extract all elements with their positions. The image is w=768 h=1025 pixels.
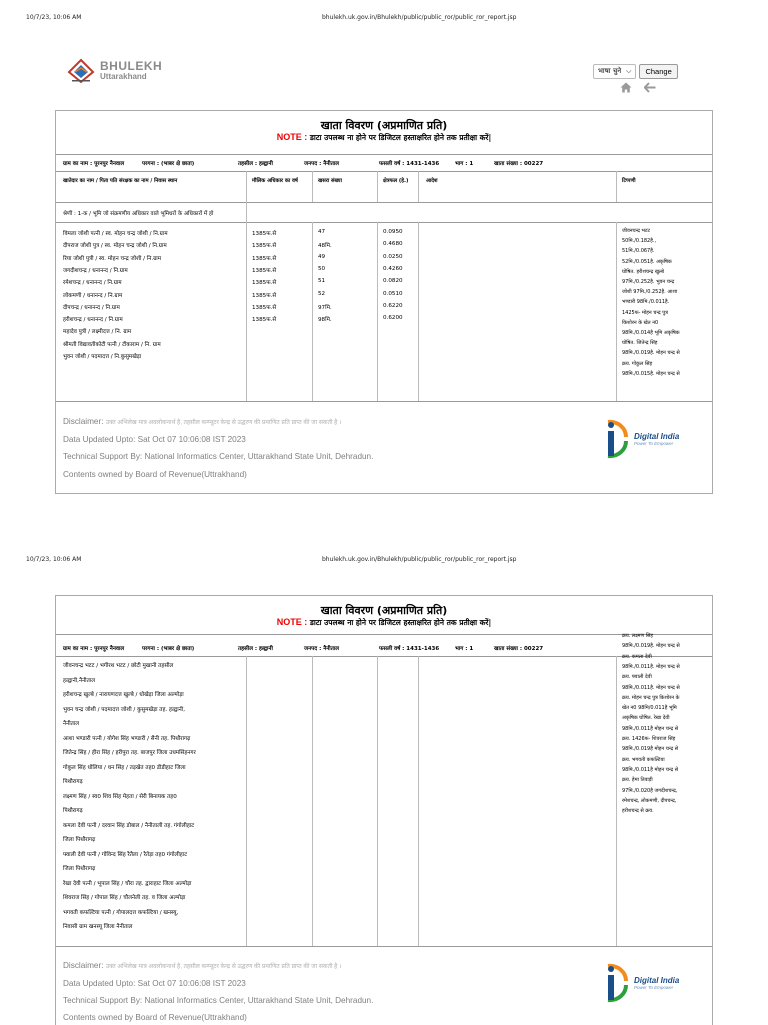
parcel-khasra: 51	[318, 278, 326, 285]
remark-line: रमेशचन्द्र, लोकमणी, दीपचन्द्र,	[622, 797, 677, 804]
technical-support-value-page2: National Informatics Center, Uttarakhand State Unit, Dehradun.	[144, 996, 374, 1005]
remark-line: जीवनचन्द्र भटट	[622, 228, 651, 234]
disclaimer-label-page2: Disclaimer:	[63, 961, 104, 970]
owner-row: लक्ष्मण सिंह / स्व0 शिव सिंह मेहता / सेरी बिनायक तह0	[63, 793, 177, 800]
col-khasra: खसरा संख्या	[318, 178, 342, 184]
parcel-year: 1385फ.से	[252, 304, 277, 311]
remark-line: क्रय. मोहन चन्द्र पुत्र किशोरन के	[622, 694, 680, 701]
owner-row: जीवनचन्द्र भटट / भगीरथ भटट / छोटी मुखानी तहसील	[63, 663, 174, 669]
parcel-year: 1385फ.से	[252, 280, 277, 287]
home-icon[interactable]	[620, 82, 632, 93]
owner-row: गोकुल सिंह धोलिया / धन सिंह / तड़खेत तह0 डीडीहाट जिला	[63, 764, 186, 771]
meta-pargana-page2: परगना : (भाबर क्षे छाता)	[142, 646, 195, 652]
owner-row: लोकमणी / धनानन्द / नि.ग्राम	[63, 292, 123, 299]
digital-india-tagline-page2: Power To Empower	[634, 985, 674, 990]
digital-india-logo-page2	[604, 963, 679, 1003]
remark-line: 98मि./0.014है भूमि अकृषिक	[622, 330, 680, 336]
data-updated-value-page2: Sat Oct 07 10:06:08 IST 2023	[137, 979, 246, 988]
owner-row: निवासी ग्राम खनस्यू जिला नैनीताल	[63, 924, 133, 930]
chevron-down-icon: ⌵	[626, 67, 632, 75]
remark-line: घोषित. हरीशचन्द्र खुल्बे	[622, 268, 665, 275]
owner-row: हरीशचन्द्र खुल्बे / नारायणदत्त खुल्बे / धोखेड़ा जिला अल्मोड़ा	[63, 692, 184, 698]
disclaimer-page2	[63, 961, 341, 970]
nav-icons	[620, 82, 656, 93]
parcel-year: 1385फ.से	[252, 243, 277, 250]
language-select[interactable]	[593, 64, 636, 79]
note-label-page2: NOTE :	[276, 617, 308, 627]
parcel-year: 1385फ.से	[252, 267, 277, 274]
digital-india-logo	[604, 419, 679, 459]
parcel-khasra: 48मि.	[318, 243, 332, 250]
remark-line: क्रय. लक्ष्मण सिंह	[622, 633, 654, 639]
technical-support	[63, 452, 373, 461]
remark-line: 98मि./0.011है मोहन चन्द्र से	[622, 725, 679, 732]
parcel-area: 0.6200	[383, 315, 403, 322]
remark-line: खेत न0 98मि/0.011है भूमि	[622, 705, 677, 712]
parcel-khasra: 49	[318, 253, 326, 260]
note-text-page2: डाटा उपलब्ध ना होने पर डिजिटल हस्ताक्षरित होने तक प्रतीक्षा करें|	[309, 618, 492, 627]
note-text: डाटा उपलब्ध ना होने पर डिजिटल हस्ताक्षरित होने तक प्रतीक्षा करें|	[309, 133, 492, 142]
browser-datetime: 10/7/23, 10:06 AM	[26, 14, 82, 21]
disclaimer	[63, 417, 341, 426]
owner-row: भुवन जोशी / पदमादत्त / नि.कुसुमखेड़ा	[63, 354, 142, 360]
report-title-page2: खाता विवरण (अप्रमाणित प्रति)	[320, 604, 448, 617]
remark-line: क्रय. गोकुल सिंह	[622, 360, 653, 367]
meta-khata: खाता संख्या : 00227	[494, 161, 544, 167]
content-owner-page2: Contents owned by Board of Revenue(Uttrakhand)	[63, 1013, 247, 1022]
remark-line: क्रय. फ्वाली देवी	[622, 674, 652, 681]
remark-line: 1425फ- मोहन चन्द्र पुत्र	[622, 309, 668, 316]
meta-fasli-page2: फसली वर्ष : 1431-1436	[379, 646, 440, 652]
remark-line: क्रय. भगवती कफल्टिया	[622, 756, 665, 763]
parcel-khasra: 98मि.	[318, 317, 332, 324]
data-updated-label-page2: Data Updated Upto:	[63, 979, 136, 988]
report-panel-page2	[55, 595, 713, 1025]
owner-row: रमेशचन्द्र / धनानन्द / नि.ग्राम	[63, 280, 122, 287]
digital-india-tagline: Power To Empower	[634, 441, 674, 446]
parcel-area: 0.4260	[383, 265, 403, 272]
parcel-area: 0.0510	[383, 290, 403, 297]
parcel-area: 0.0820	[383, 278, 403, 285]
meta-fasli: फसली वर्ष : 1431-1436	[379, 161, 440, 167]
disclaimer-label: Disclaimer:	[63, 417, 104, 426]
remark-line: 98मि./0.011है मोहन चन्द्र से	[622, 766, 679, 773]
content-owner: Contents owned by Board of Revenue(Uttrakhand)	[63, 470, 247, 479]
data-updated-value: Sat Oct 07 10:06:08 IST 2023	[137, 435, 246, 444]
digital-india-title-page2: Digital India	[634, 976, 680, 985]
parcel-area: 0.4680	[383, 241, 403, 248]
col-area: क्षेत्रफल (हे.)	[383, 178, 409, 184]
owner-row: श्रीमती विद्यावतीकोटी पत्नी / टीकाराम / नि. ग्राम	[63, 341, 161, 348]
logo-subtitle: Uttarakhand	[100, 72, 147, 81]
parcel-area: 0.6220	[383, 302, 403, 309]
meta-part-page2: भाग : 1	[455, 646, 474, 652]
owner-row: विमला जोशी पत्नी / स्व. मोहन चन्द्र जोशी / नि.ग्राम	[63, 231, 168, 237]
meta-part: भाग : 1	[455, 161, 474, 167]
browser-datetime-page2: 10/7/23, 10:06 AM	[26, 556, 82, 563]
remark-line: क्रय. कमला देवी	[622, 653, 652, 660]
parcel-year: 1385फ.से	[252, 292, 277, 299]
remark-line: 50मि./0.182है.,	[622, 238, 657, 245]
parcel-khasra: 52	[318, 290, 326, 297]
note-label: NOTE :	[276, 132, 308, 142]
parcel-khasra: 47	[318, 229, 326, 235]
remark-line: क्रय. हेमा तिवाड़ी	[622, 777, 653, 784]
owner-row: जिला पिथौरागढ़	[63, 837, 96, 843]
data-updated-label: Data Updated Upto:	[63, 435, 136, 444]
parcel-khasra: 97मि.	[318, 304, 332, 311]
digital-india-icon	[604, 963, 630, 1003]
report-note	[56, 132, 712, 143]
remark-line: 98मि./0.019है. मोहन चन्द्र से	[622, 643, 680, 650]
remark-line: हरीशचन्द्र से क्रय.	[622, 808, 654, 815]
owner-row: जगदीशचन्द्र / धनानन्द / नि.ग्राम	[63, 267, 128, 274]
owner-row: दीपचन्द्र / धनानन्द / नि.ग्राम	[63, 304, 120, 311]
disclaimer-text-page2: उक्त अभिलेख मात्र अवलोकनार्थ है, तहसील कम्प्यूटर केन्द्र से उद्धरण की प्रमाणित प्रति प्राप्त की जा सकती है ।	[105, 964, 342, 970]
remark-line: 98मि./0.011है. मोहन चन्द्र से	[622, 663, 680, 670]
remark-line: 51मि./0.067है.	[622, 248, 655, 255]
parcel-khasra: 50	[318, 265, 326, 272]
uttarakhand-emblem-icon	[66, 58, 96, 84]
technical-support-value: National Informatics Center, Uttarakhand State Unit, Dehradun.	[144, 452, 374, 461]
owner-row: शिवराज सिंह / गोपाल सिंह / चौलनेली तह. व जिला अल्मोड़ा	[63, 895, 186, 901]
parcel-year: 1385फ.से	[252, 231, 277, 237]
remark-line: 98मि./0.011है. मोहन चन्द्र से	[622, 684, 680, 691]
owner-row: हरीशचन्द्र / धनानन्द / नि.ग्राम	[63, 317, 123, 324]
owner-row: भुवन चन्द्र जोशी / पदमादत्त जोशी / कुसुमखेड़ा तह. हल्द्वानी,	[63, 706, 185, 713]
parcel-area: 0.0950	[383, 229, 403, 235]
remark-line: अकृषिक घोषित. रेखा देवी	[622, 715, 670, 722]
col-year: मौलिक अधिकार का वर्ष	[252, 178, 298, 184]
digital-india-icon	[604, 419, 630, 459]
col-order: आदेश	[426, 178, 438, 184]
meta-tehsil: तहसील : हल्द्वानी	[238, 161, 273, 167]
remark-line: 98मि./0.015है. मोहन चन्द्र से	[622, 370, 680, 377]
meta-tehsil-page2: तहसील : हल्द्वानी	[238, 646, 273, 652]
owner-row: पिथौरागढ़	[63, 808, 83, 814]
owner-row: नैनीताल	[63, 721, 80, 727]
digital-india-title: Digital India	[634, 432, 680, 441]
meta-district: जनपद : नैनीताल	[304, 161, 340, 167]
owner-row: कमला देवी पत्नी / दरवान सिंह डोबाल / नैनीताली तह. गंगोलीहाट	[63, 822, 195, 829]
owner-row: आशा भण्डारी पत्नी / योगेश सिंह भण्डारी / सैनी तह. पिथौरागढ़	[63, 735, 191, 742]
technical-support-label-page2: Technical Support By:	[63, 996, 143, 1005]
meta-village-page2: ग्राम का नाम : पूरनपुर नैनवाल	[63, 646, 125, 652]
meta-district-page2: जनपद : नैनीताल	[304, 646, 340, 652]
col-owner: खातेदार का नाम / पिता पति संरक्षक का नाम / निवास स्थान	[63, 178, 178, 184]
remark-line: 98मि./0.019है मोहन चन्द्र से	[622, 746, 679, 753]
data-updated-page2	[63, 979, 246, 988]
remark-line: जोशी 97मि./0.252है. आशा	[622, 289, 678, 296]
owner-row: जितेन्द्र सिंह / हीरा सिंह / हरीपुरा तह. बाजपुर जिला उधमसिंहनगर	[63, 750, 196, 756]
remark-line: 97मि./0.252है. भुवन चन्द्र	[622, 279, 675, 285]
meta-khata-page2: खाता संख्या : 00227	[494, 646, 544, 652]
language-bar	[593, 64, 678, 79]
remark-line: किशोरन के खेत न0	[622, 319, 659, 326]
technical-support-label: Technical Support By:	[63, 452, 143, 461]
change-button[interactable]: Change	[639, 64, 677, 79]
report-title: खाता विवरण (अप्रमाणित प्रति)	[320, 119, 448, 132]
parcel-area: 0.0250	[383, 253, 403, 260]
remark-line: 97मि./0.020है जगदीशचन्द्र,	[622, 787, 678, 794]
browser-url: bhulekh.uk.gov.in/Bhulekh/public/public_ror/public_ror_report.jsp	[322, 14, 517, 21]
owner-row: जिला पिथौरागढ़	[63, 866, 96, 872]
logo-title: BHULEKH	[100, 59, 163, 73]
owner-row: हल्द्वानी,नैनीताल	[63, 677, 96, 684]
remark-line: घोषित. जितेन्द्र सिंह	[622, 340, 658, 347]
technical-support-page2	[63, 996, 373, 1005]
report-panel-page1	[55, 110, 713, 494]
disclaimer-text: उक्त अभिलेख मात्र अवलोकनार्थ है, तहसील कम्प्यूटर केन्द्र से उद्धरण की प्रमाणित प्रति प्राप्त की जा सकती है ।	[105, 420, 342, 426]
owner-row: रिया जोशी पुत्री / स्व. मोहन चन्द्र जोशी / नि.ग्राम	[63, 255, 162, 262]
category-label: श्रेणी : 1-क / भूमि जो संक्रमणीय अधिकार वाले भूमिधरों के अधिकारों में हो	[63, 211, 214, 217]
owner-row: फ्वाली देवी पत्नी / गोविन्द सिंह रैतैला / रैतेड़ा तह0 गंगोलीहाट	[63, 851, 188, 858]
meta-pargana: परगना : (भाबर क्षे छाता)	[142, 161, 195, 167]
remark-line: 52मि./0.051है. अकृषिक	[622, 258, 672, 265]
col-remarks: टिप्पणी	[622, 178, 636, 184]
owner-row: रेखा देवी पत्नी / भूपाल सिंह / चौरा तह. द्वाराहाट जिला अल्मोड़ा	[63, 880, 192, 887]
bhulekh-logo[interactable]	[66, 58, 162, 84]
remark-line: 98मि./0.019है. मोहन चन्द्र से	[622, 350, 680, 357]
owner-row: भगवती कफल्टिया पत्नी / गोपालदत्त कफल्टिया / खनस्यू,	[63, 909, 179, 916]
meta-village: ग्राम का नाम : पूरनपुर नैनवाल	[63, 161, 125, 167]
owner-row: पिथौरागढ़	[63, 779, 83, 785]
language-select-value: भाषा चुने	[598, 67, 622, 75]
remark-line: क्रय. 1426फ- शिवराज सिंह	[622, 736, 676, 742]
browser-url-page2: bhulekh.uk.gov.in/Bhulekh/public/public_ror/public_ror_report.jsp	[322, 556, 517, 563]
parcel-year: 1385फ.से	[252, 255, 277, 262]
remark-line: भण्डारी 98मि./0.011है.	[622, 299, 670, 306]
parcel-year: 1385फ.से	[252, 317, 277, 324]
report-note-page2	[56, 617, 712, 628]
owner-row: दीपराज जोशी पुत्र / स्व. मोहन चन्द्र जोशी / नि.ग्राम	[63, 243, 167, 250]
data-updated	[63, 435, 246, 444]
back-arrow-icon[interactable]	[644, 82, 656, 93]
owner-row: महादेव पुत्री / लक्ष्मीदत्त / नि. ग्राम	[63, 329, 132, 336]
